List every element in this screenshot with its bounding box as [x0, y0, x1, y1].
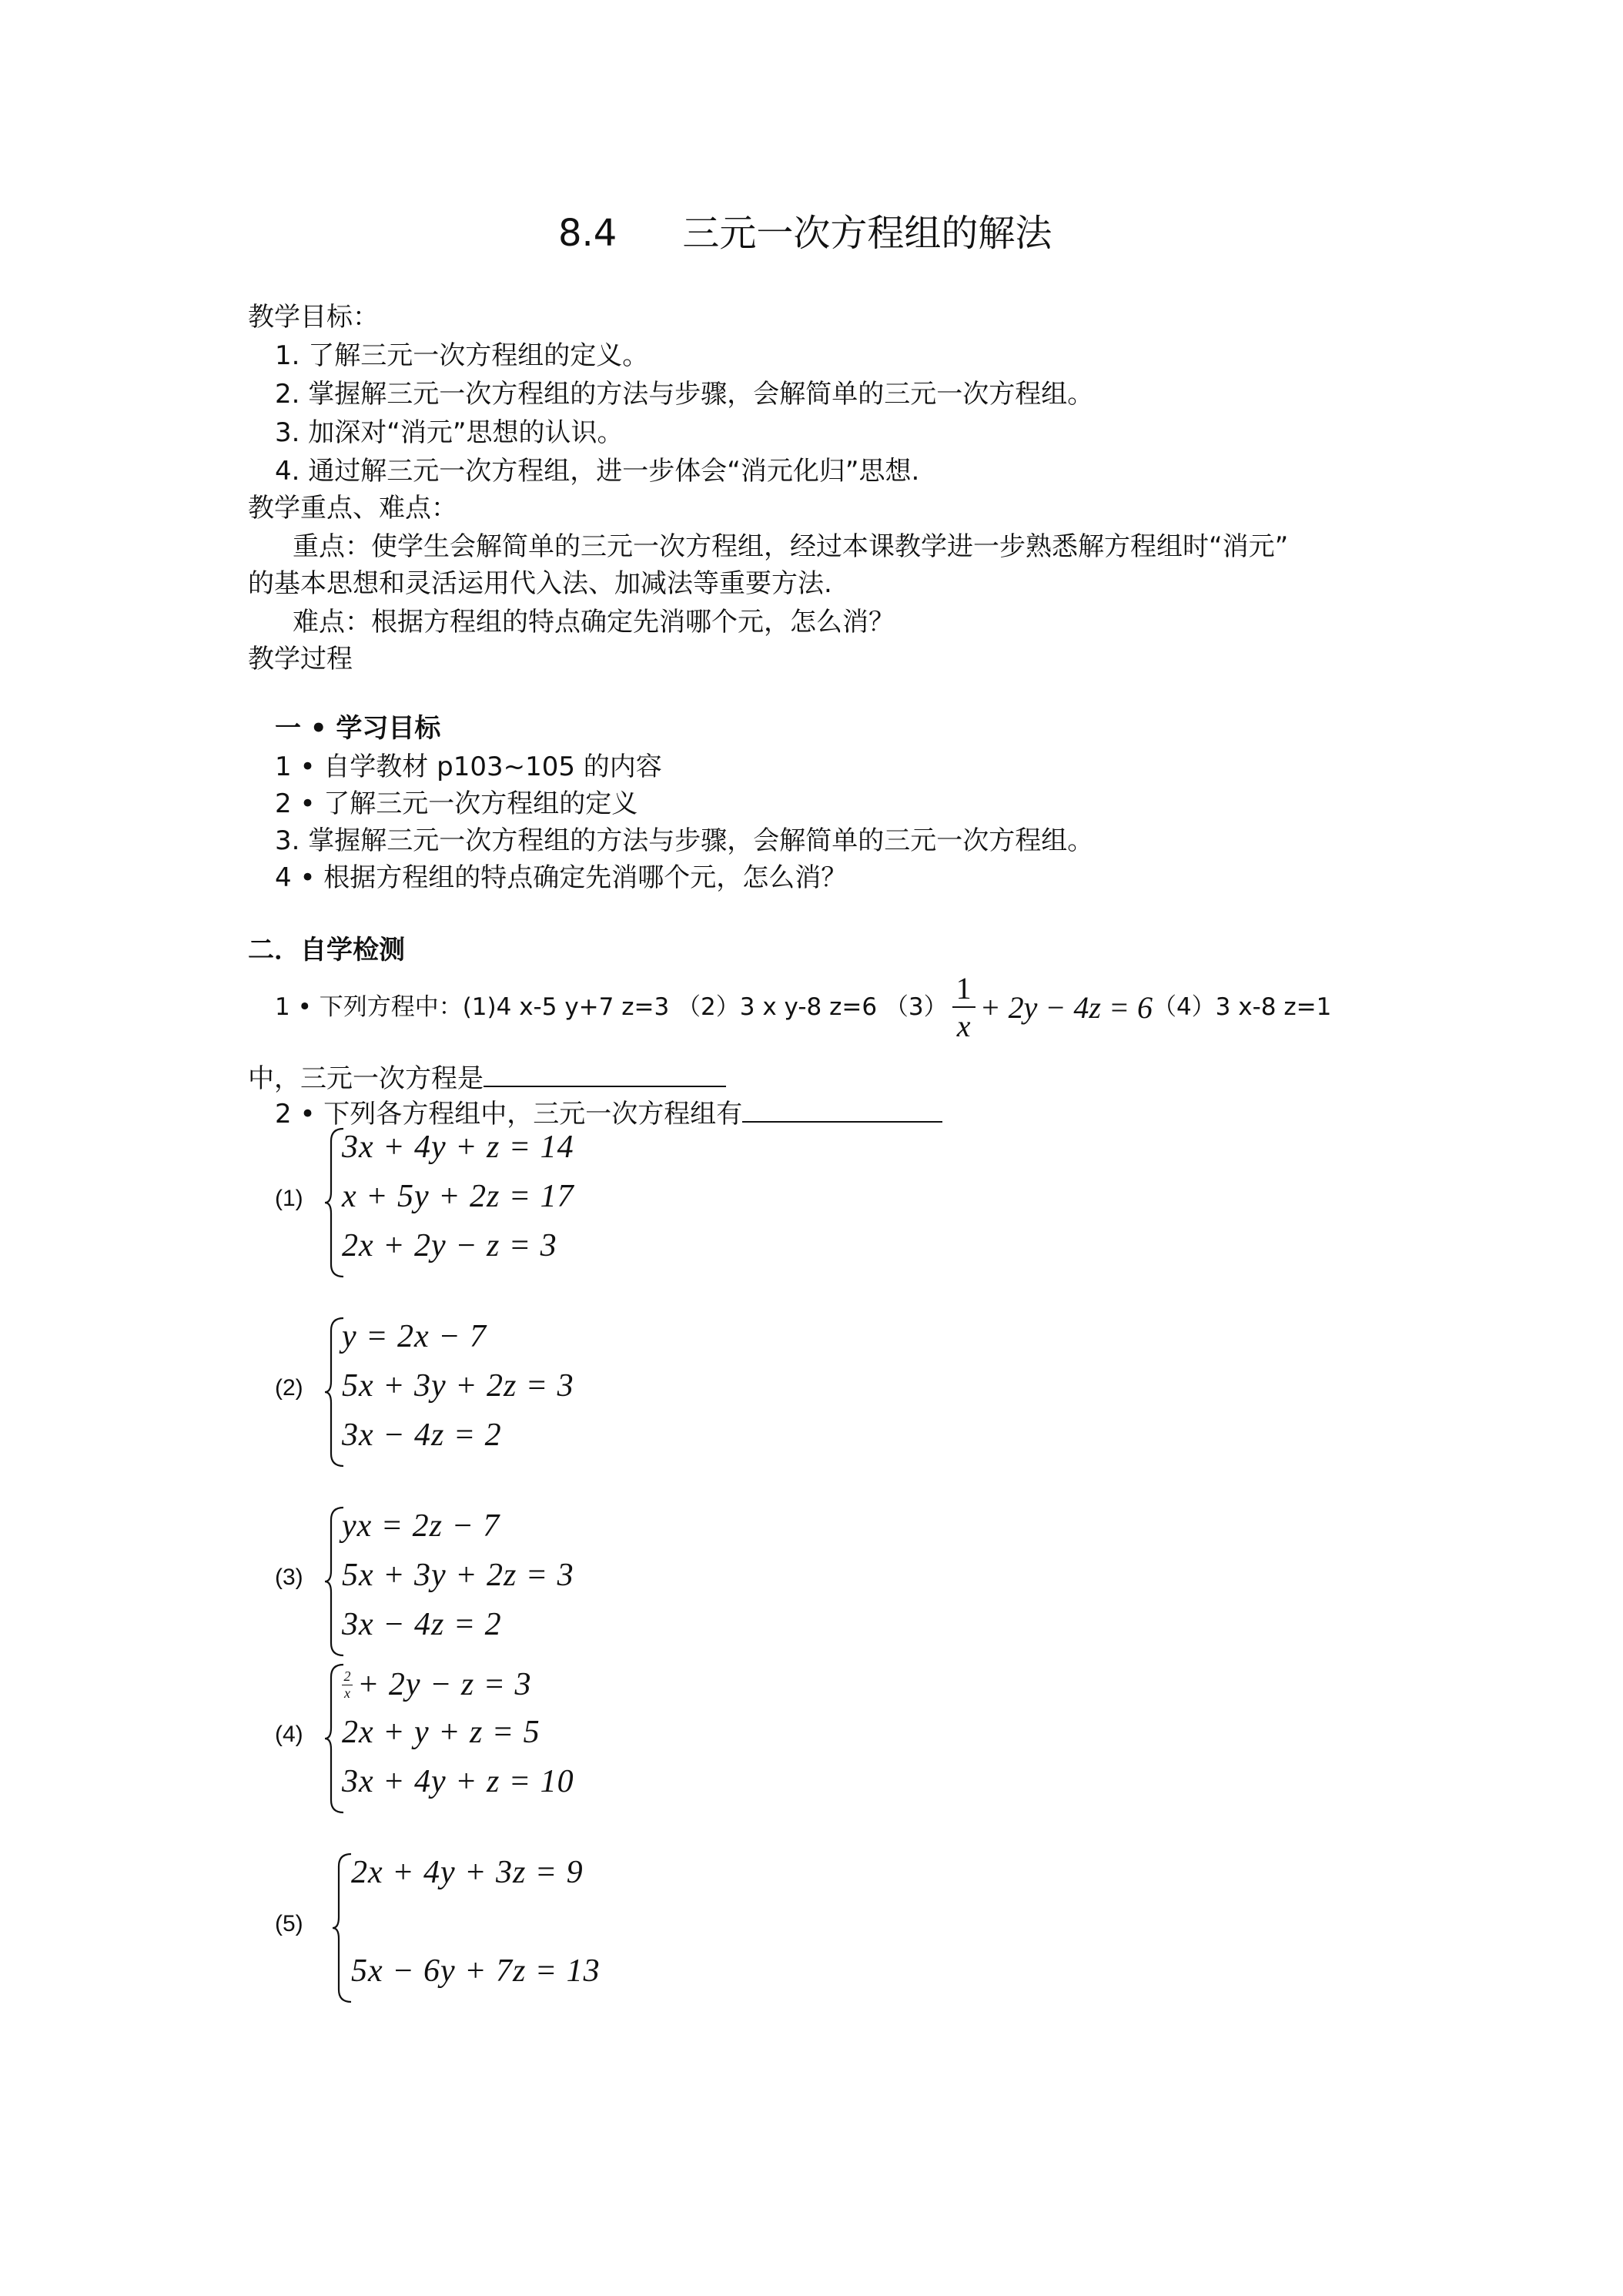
key-points-heading: 教学重点、难点： [248, 493, 457, 524]
section1-item: 2 • 了解三元一次方程组的定义 [275, 788, 638, 819]
section1-item: 1 • 自学教材 p103~105 的内容 [275, 751, 662, 782]
equation: 2x + y + z = 5 [342, 1715, 540, 1750]
goals-heading: 教学目标： [248, 302, 379, 333]
small-fraction [342, 1668, 353, 1702]
equation: + 2y − z = 3 [357, 1667, 532, 1702]
q1-line2 [248, 1063, 726, 1094]
system-label: (4) [275, 1722, 303, 1747]
section2-heading: 二．自学检测 [248, 935, 405, 966]
question-1 [275, 969, 1331, 1046]
answer-blank[interactable] [742, 1098, 942, 1123]
answer-blank[interactable] [484, 1063, 726, 1087]
system-label: (1) [275, 1186, 303, 1211]
q1-line2-text: 中，三元一次方程是 [248, 1063, 484, 1094]
section-number: 8.4 [558, 212, 617, 255]
question-2 [275, 1098, 942, 1130]
section1-item: 3. 掌握解三元一次方程组的方法与步骤，会解简单的三元一次方程组。 [275, 825, 1094, 856]
key-point-line: 的基本思想和灵活运用代入法、加减法等重要方法. [248, 568, 832, 599]
equation: 5x + 3y + 2z = 3 [342, 1368, 574, 1404]
frac-num: 2 [343, 1668, 351, 1684]
section1-item: 4 • 根据方程组的特点确定先消哪个元，怎么消？ [275, 862, 848, 893]
goal-item: 3. 加深对“消元”思想的认识。 [275, 417, 624, 448]
equation: 3x + 4y + z = 14 [342, 1130, 574, 1165]
goal-item: 2. 掌握解三元一次方程组的方法与步骤，会解简单的三元一次方程组。 [275, 379, 1094, 410]
q1-fraction [952, 970, 975, 1044]
equation-with-fraction [342, 1665, 532, 1705]
equation: 5x − 6y + 7z = 13 [351, 1953, 601, 1989]
equation: yx = 2z − 7 [342, 1508, 500, 1544]
q1-suffix: （4）3 x-8 z=1 [1152, 993, 1332, 1021]
system-label: (3) [275, 1565, 303, 1590]
equation: 3x − 4z = 2 [342, 1607, 502, 1642]
equation: 2x + 4y + 3z = 9 [351, 1855, 584, 1890]
section1-heading: 一 • 学习目标 [275, 713, 441, 744]
q1-frac-den: x [956, 1009, 971, 1043]
page-title [558, 212, 1052, 255]
q1-eq3-rest: + 2y − 4z = 6 [979, 989, 1153, 1025]
frac-den: x [344, 1685, 350, 1701]
title-text: 三元一次方程组的解法 [682, 212, 1052, 255]
key-point-line: 重点：使学生会解简单的三元一次方程组，经过本课教学进一步熟悉解方程组时“消元” [293, 531, 1289, 562]
equation: 3x − 4z = 2 [342, 1417, 502, 1453]
equation: 2x + 2y − z = 3 [342, 1228, 557, 1263]
equation: y = 2x − 7 [342, 1319, 487, 1354]
system-label: (5) [275, 1911, 303, 1936]
q2-text: 2 • 下列各方程组中，三元一次方程组有 [275, 1099, 743, 1130]
equation: x + 5y + 2z = 17 [342, 1179, 574, 1214]
goal-item: 1. 了解三元一次方程组的定义。 [275, 340, 649, 371]
process-heading: 教学过程 [248, 644, 353, 674]
equation: 3x + 4y + z = 10 [342, 1764, 574, 1799]
difficulty-line: 难点：根据方程组的特点确定先消哪个元，怎么消？ [293, 607, 895, 638]
equation: 5x + 3y + 2z = 3 [342, 1558, 574, 1593]
goal-item: 4. 通过解三元一次方程组，进一步体会“消元化归”思想. [275, 456, 920, 487]
q1-prefix: 1 • 下列方程中：(1)4 x-5 y+7 z=3 （2）3 x y-8 z=6 （3） [275, 993, 948, 1021]
system-label: (2) [275, 1375, 303, 1401]
q1-frac-num: 1 [955, 971, 972, 1006]
